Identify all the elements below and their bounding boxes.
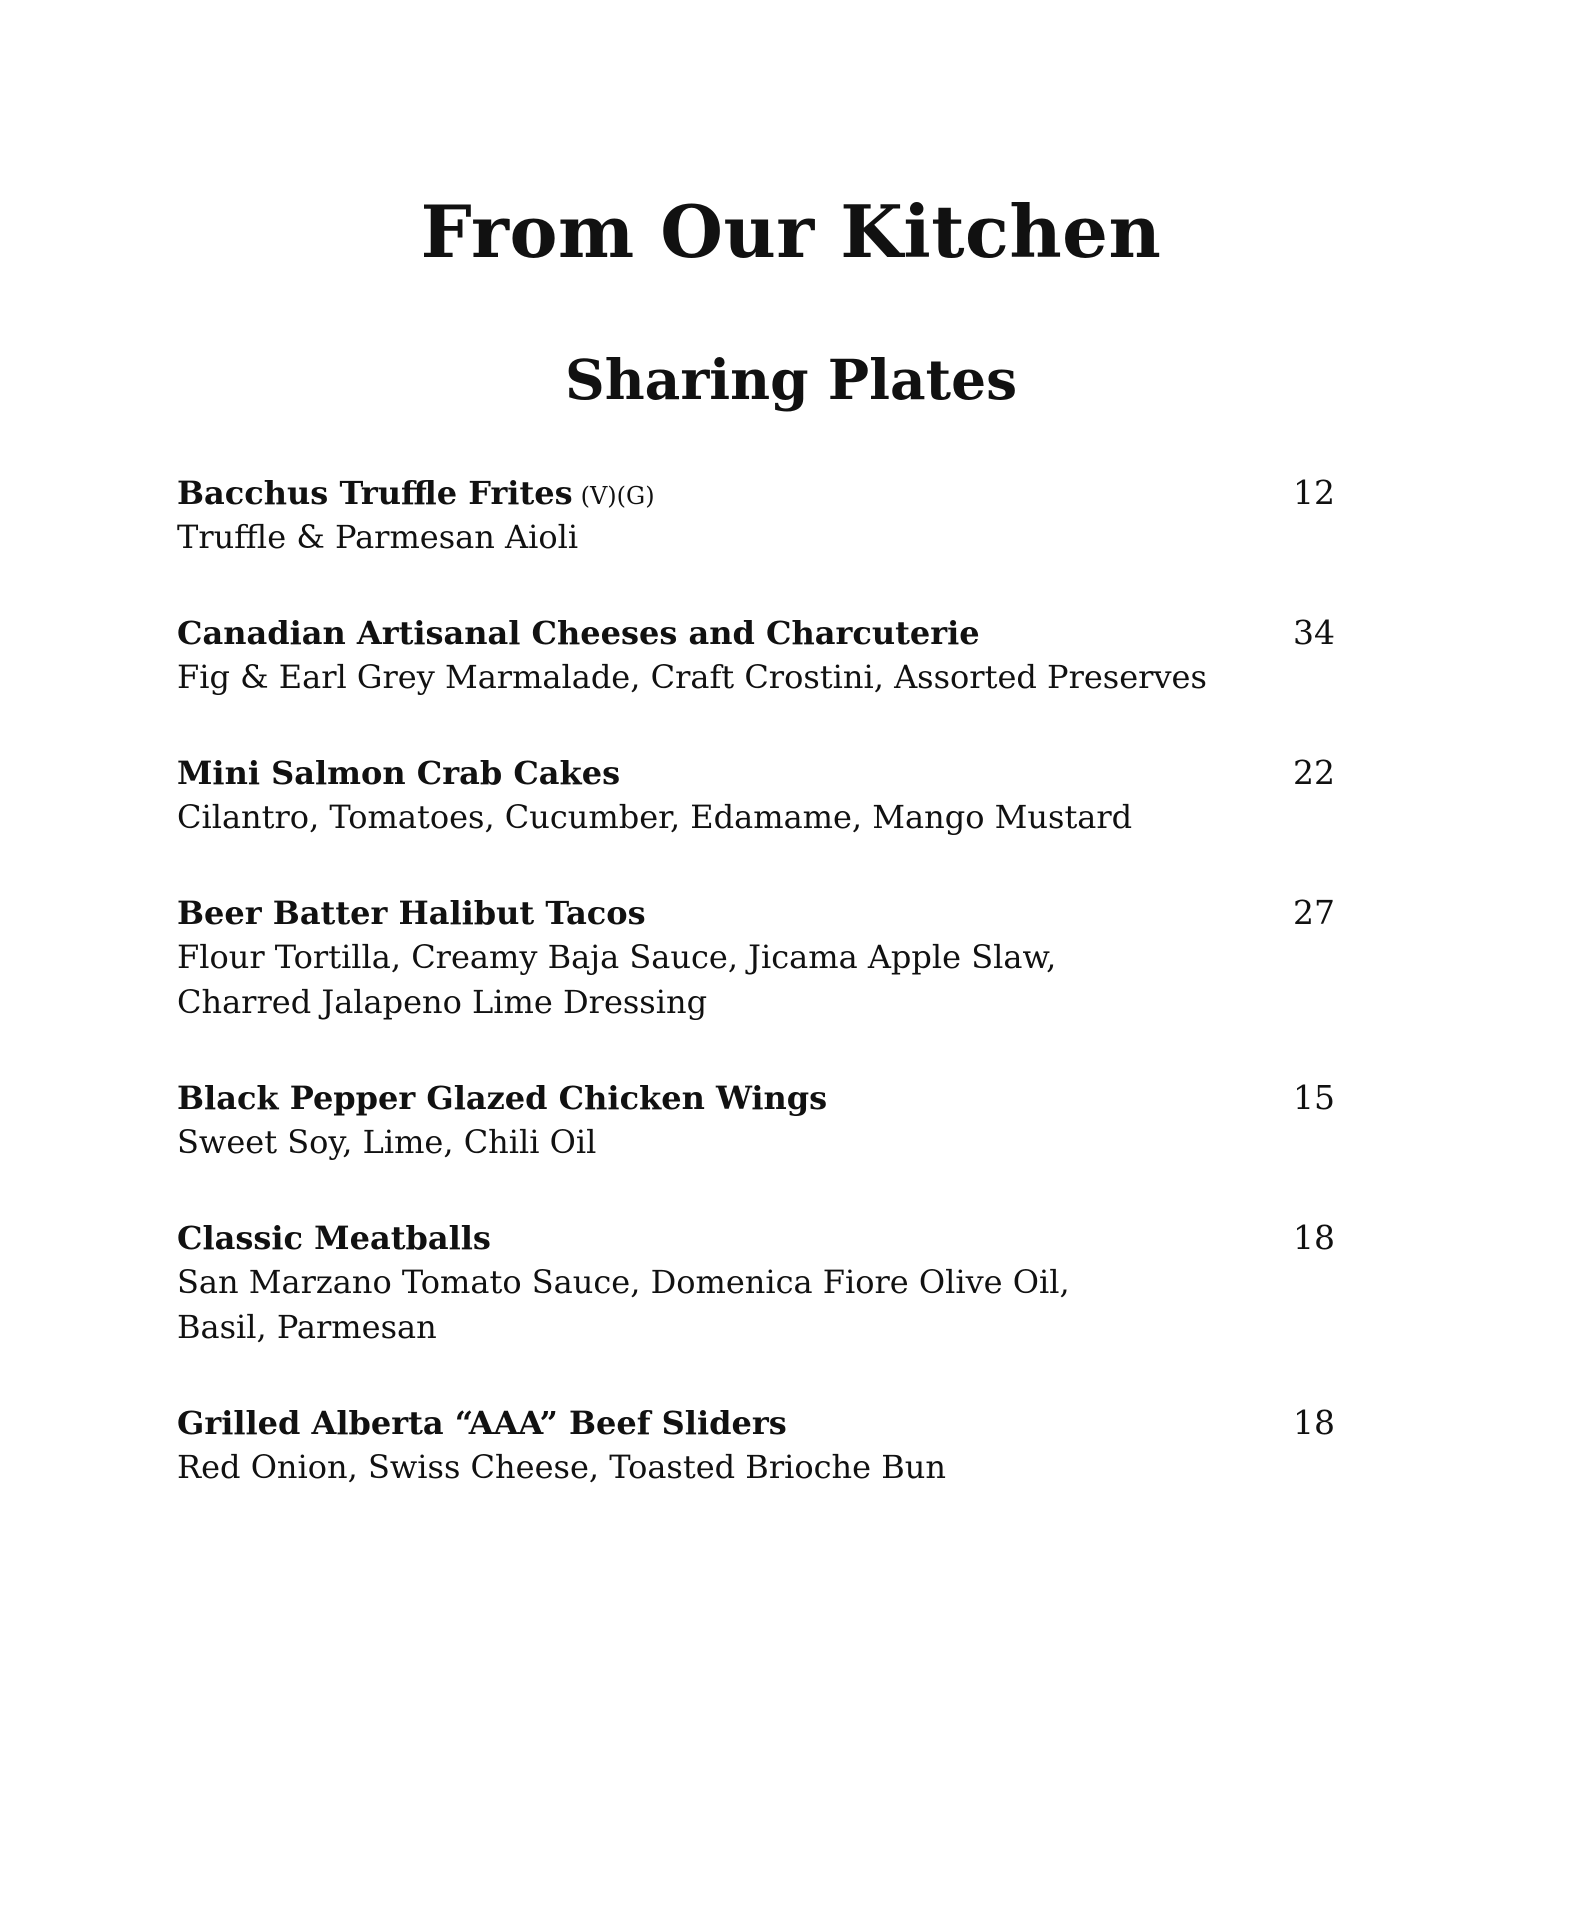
item-price: 15: [1293, 1078, 1335, 1117]
item-price: 18: [1293, 1403, 1335, 1442]
item-price: 34: [1293, 613, 1335, 652]
item-name: Black Pepper Glazed Chicken Wings: [177, 1079, 828, 1117]
item-description: Charred Jalapeno Lime Dressing: [177, 983, 708, 1021]
item-description: Red Onion, Swiss Cheese, Toasted Brioche Bun: [177, 1448, 946, 1486]
item-name: Canadian Artisanal Cheeses and Charcuterie: [177, 614, 980, 652]
item-name: Beer Batter Halibut Tacos: [177, 894, 646, 932]
page-title: From Our Kitchen: [420, 189, 1162, 274]
item-name: Classic Meatballs: [177, 1219, 491, 1257]
section-title: Sharing Plates: [564, 347, 1018, 412]
item-description: Fig & Earl Grey Marmalade, Craft Crostini, Assorted Preserves: [177, 658, 1207, 696]
menu-item: [177, 1215, 1345, 1350]
item-description: San Marzano Tomato Sauce, Domenica Fiore Olive Oil,: [177, 1263, 1070, 1301]
item-description: Flour Tortilla, Creamy Baja Sauce, Jicama Apple Slaw,: [177, 938, 1057, 976]
menu-item: [177, 1075, 1345, 1165]
menu-item: [177, 890, 1345, 1025]
item-name-wrapper: [177, 471, 655, 519]
dietary-tags: (V)(G): [580, 482, 655, 510]
item-price: 12: [1293, 473, 1335, 512]
item-name: Bacchus Truffle Frites: [177, 474, 573, 512]
item-description: Sweet Soy, Lime, Chili Oil: [177, 1123, 597, 1161]
item-description: Truffle & Parmesan Aioli: [177, 518, 579, 556]
item-name: Mini Salmon Crab Cakes: [177, 754, 621, 792]
item-description: Cilantro, Tomatoes, Cucumber, Edamame, Mango Mustard: [177, 798, 1133, 836]
menu-item: [177, 1400, 1345, 1490]
menu-item: [177, 750, 1345, 840]
item-price: 18: [1293, 1218, 1335, 1257]
item-name: Grilled Alberta “AAA” Beef Sliders: [177, 1404, 787, 1442]
item-price: 22: [1293, 753, 1335, 792]
item-price: 27: [1293, 893, 1335, 932]
item-description: Basil, Parmesan: [177, 1308, 437, 1346]
menu-item: [177, 610, 1345, 700]
menu-item: [177, 470, 1345, 560]
